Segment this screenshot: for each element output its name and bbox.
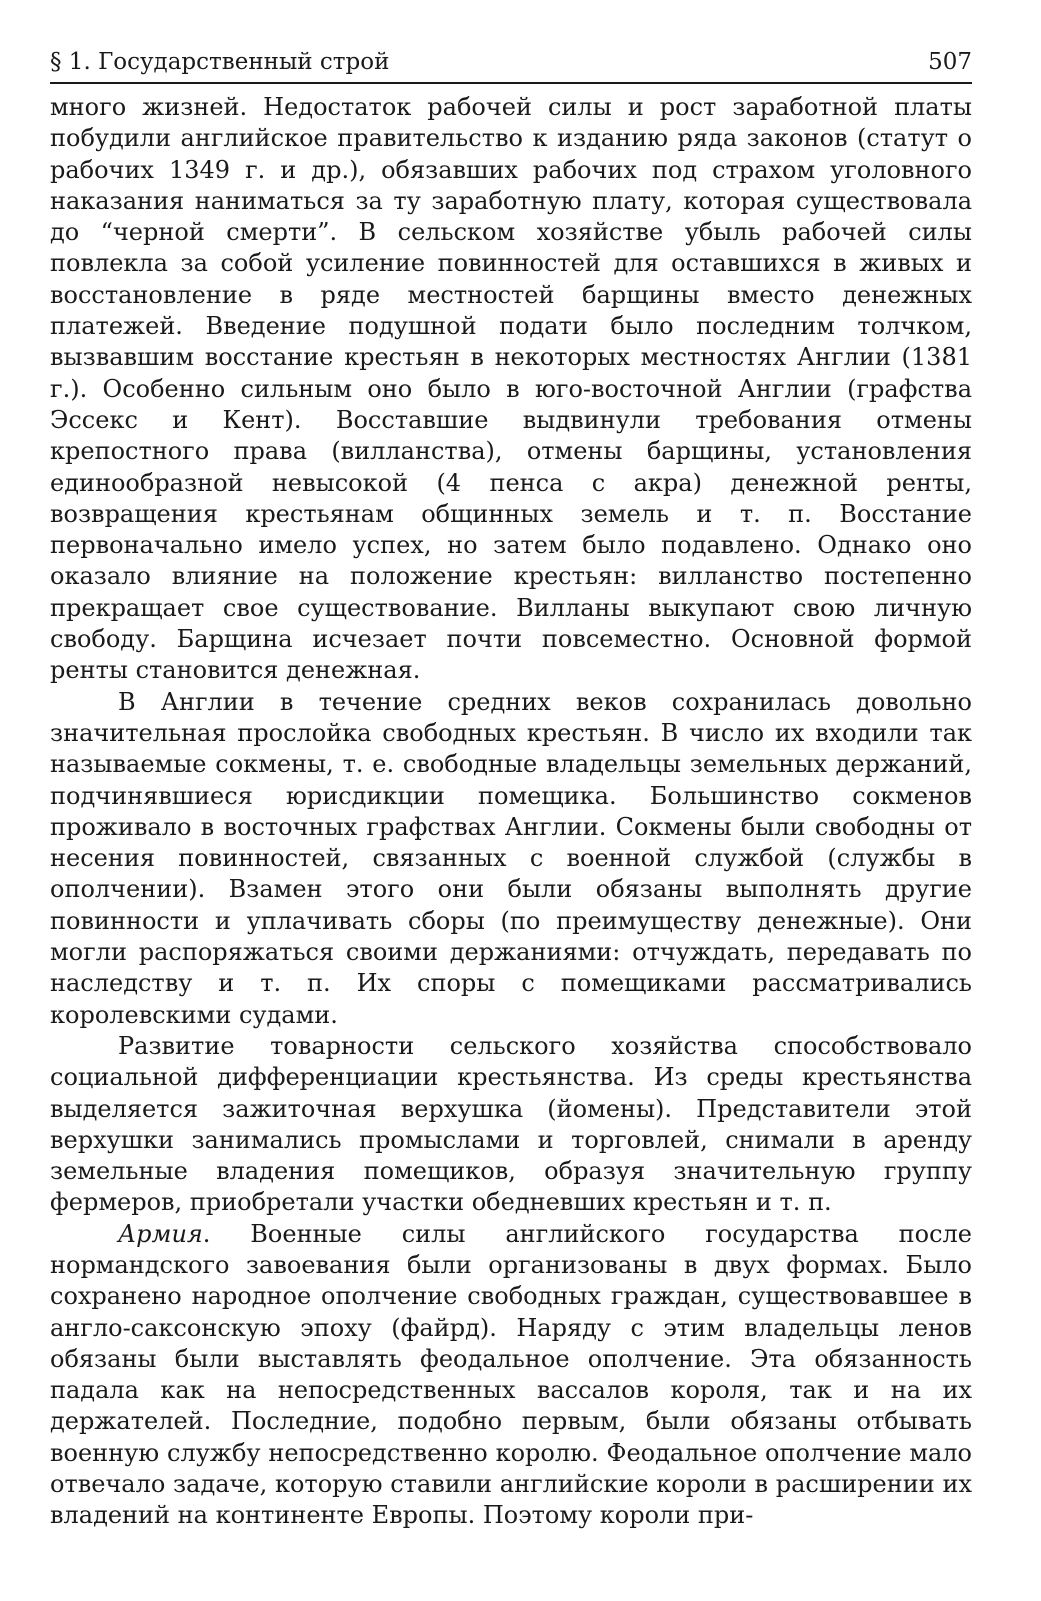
paragraph (50, 687, 972, 1031)
paragraph (50, 1219, 972, 1532)
paragraph (50, 1031, 972, 1219)
paragraph-text: Развитие товарности сельского хозяйства способствовало социальной дифференциации крестьянства. Из среды крестьянства выделяется зажиточная верхушка (йомены). Представители этой верхушки занимались промыслами и торговлей, снимали в аренду земельные владения помещиков, образуя значительную группу фермеров, приобретали участки обедневших крестьян и т. п. (50, 1031, 972, 1217)
body-text (50, 92, 972, 1532)
paragraph-text: В Англии в течение средних веков сохранилась довольно значительная прослойка свободных крестьян. В число их входили так называемые сокмены, т. е. свободные владельцы земельных держаний, подчинявшиеся юрисдикции помещика. Большинство сокменов проживало в восточных графствах Англии. Сокмены были свободны от несения повинностей, связанных с военной службой (службы в ополчении). Взамен этого они были обязаны выполнять другие повинности и уплачивать сборы (по преимуществу денежные). Они могли распоряжаться своими держаниями: отчуждать, передавать по наследству и т. п. Их споры с помещиками рассматривались королевскими судами. (50, 687, 972, 1029)
paragraph (50, 92, 972, 687)
page-number: 507 (928, 49, 972, 75)
paragraph-lead: Армия (118, 1219, 203, 1248)
section-title: § 1. Государственный строй (50, 49, 390, 75)
paragraph-text: много жизней. Недостаток рабочей силы и рост заработной платы побудили английское правительство к изданию ряда законов (статут о рабочих 1349 г. и др.), обязавших рабочих под страхом уголовного наказания наниматься за ту заработную плату, которая существовала до “черной смерти”. В сельском хозяйстве убыль рабочей силы повлекла за собой усиление повинностей для оставшихся в живых и восстановление в ряде местностей барщины вместо денежных платежей. Введение подушной подати было последним толчком, вызвавшим восстание крестьян в некоторых местностях Англии (1381 г.). Особенно сильным оно было в юго-восточной Англии (графства Эссекс и Кент). Восставшие выдвинули требования отмены крепостного права (вилланства), отмены барщины, установления единообразной невысокой (4 пенса с акра) денежной ренты, возвращения крестьянам общинных земель и т. п. Восстание первоначально имело успех, но затем было подавлено. Однако оно оказало влияние на положение крестьян: вилланство постепенно прекращает свое существование. Вилланы выкупают свою личную свободу. Барщина исчезает почти повсеместно. Основной формой ренты становится денежная. (50, 93, 972, 685)
paragraph-text: . Военные силы английского государства после нормандского завоевания были организованы в двух формах. Было сохранено народное ополчение свободных граждан, существовавшее в англо-саксонскую эпоху (файрд). Наряду с этим владельцы ленов обязаны были выставлять феодальное ополчение. Эта обязанность падала как на непосредственных вассалов короля, так и на их держателей. Последние, подобно первым, были обязаны отбывать военную службу непосредственно королю. Феодальное ополчение мало отвечало задаче, которую ставили английские короли в расширении их владений на континенте Европы. Поэтому короли при- (50, 1219, 972, 1530)
running-head (50, 44, 972, 84)
